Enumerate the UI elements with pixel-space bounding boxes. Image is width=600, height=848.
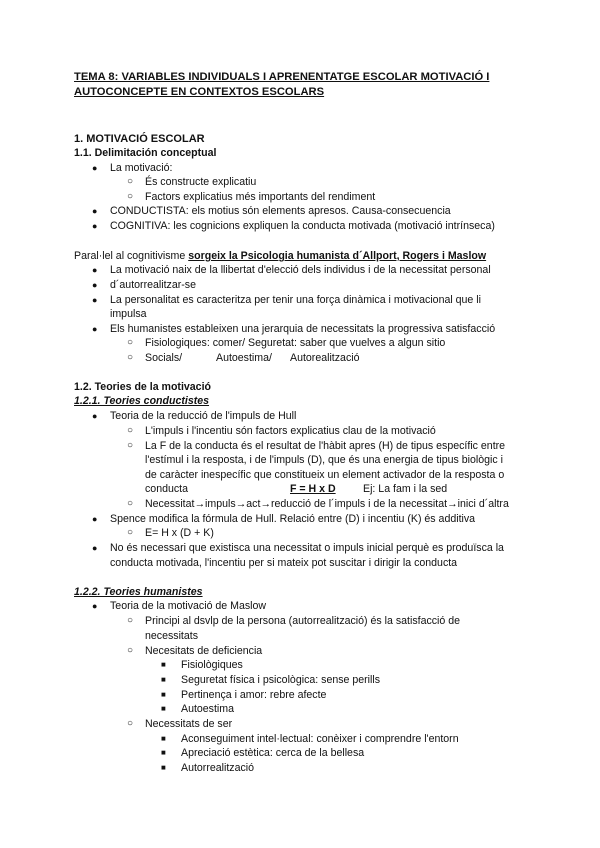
list-item: L'impuls i l'incentiu són factors explicatius clau de la motivació bbox=[145, 425, 436, 437]
list-item: Spence modifica la fórmula de Hull. Relació entre (D) i incentiu (K) és additiva bbox=[110, 513, 476, 525]
bullet-dot-icon: ● bbox=[92, 543, 98, 553]
bullet-dot-icon: ● bbox=[92, 411, 98, 421]
list-item: Apreciació estètica: cerca de la bellesa bbox=[181, 747, 365, 759]
list-item: COGNITIVA: les cognicions expliquen la conducta motivada (motivació intrínseca) bbox=[110, 220, 495, 232]
bullet-circle-icon: ○ bbox=[127, 337, 134, 348]
document-title: TEMA 8: VARIABLES INDIVIDUALS I APRENENTATGE ESCOLAR MOTIVACIÓ I AUTOCONCEPTE EN CONTEXTOS ESCOLARS bbox=[74, 71, 490, 98]
list-item: Factors explicatius més importants del rendiment bbox=[145, 191, 376, 203]
bullet-dot-icon: ● bbox=[92, 206, 98, 216]
list-item: Autorrealització bbox=[181, 762, 255, 774]
list-item: Pertinença i amor: rebre afecte bbox=[181, 689, 327, 701]
bullet-square-icon: ■ bbox=[161, 704, 166, 713]
list-item: La motivació: bbox=[110, 162, 173, 174]
list-item: Necessitat→impuls→act→reducció de l´impuls i de la necessitat→inici d´altra bbox=[145, 498, 509, 510]
list-item: d´autorrealitzar-se bbox=[110, 279, 196, 291]
bullet-circle-icon: ○ bbox=[127, 440, 134, 451]
list-item-continuation: conducta motivada, l'incentiu per si mateix pot suscitar i dirigir la conducta bbox=[110, 557, 458, 569]
list-item: Aconseguiment intel·lectual: conèixer i comprendre l'entorn bbox=[181, 733, 459, 745]
list-item: Socials/ bbox=[145, 352, 183, 364]
bullet-circle-icon: ○ bbox=[127, 718, 134, 729]
list-item-continuation: impulsa bbox=[110, 308, 147, 320]
bullet-circle-icon: ○ bbox=[127, 615, 134, 626]
bullet-circle-icon: ○ bbox=[127, 498, 134, 509]
list-item-continuation: necessitats bbox=[145, 630, 198, 642]
list-item-continuation: l'estímul i la resposta, i de l'impuls (D), que és una energia de tipus biològic i bbox=[145, 454, 503, 466]
list-item: Els humanistes estableixen una jerarquia de necessitats la progressiva satisfacció bbox=[110, 323, 496, 335]
list-item: Necesitats de deficiencia bbox=[145, 645, 263, 657]
list-item-continuation: conducta bbox=[145, 483, 188, 495]
bullet-circle-icon: ○ bbox=[127, 645, 134, 656]
list-item: Fisiològiques bbox=[181, 659, 243, 671]
list-item: E= H x (D + K) bbox=[145, 527, 214, 539]
list-item: Autorealització bbox=[290, 352, 360, 364]
bullet-dot-icon: ● bbox=[92, 514, 98, 524]
bullet-dot-icon: ● bbox=[92, 601, 98, 611]
bullet-dot-icon: ● bbox=[92, 265, 98, 275]
bullet-square-icon: ■ bbox=[161, 734, 166, 743]
bullet-circle-icon: ○ bbox=[127, 191, 134, 202]
bullet-square-icon: ■ bbox=[161, 748, 166, 757]
paragraph-text: Paral·lel al cognitivisme bbox=[74, 250, 189, 262]
subsection-heading-1-1: 1.1. Delimitación conceptual bbox=[74, 147, 217, 159]
bullet-circle-icon: ○ bbox=[127, 176, 134, 187]
bullet-dot-icon: ● bbox=[92, 221, 98, 231]
bullet-square-icon: ■ bbox=[161, 690, 166, 699]
list-item: Seguretat física i psicològica: sense perills bbox=[181, 674, 381, 686]
bullet-circle-icon: ○ bbox=[127, 352, 134, 363]
subsection-heading-1-2-2: 1.2.2. Teories humanistes bbox=[74, 586, 203, 598]
list-item: Necessitats de ser bbox=[145, 718, 233, 730]
bullet-circle-icon: ○ bbox=[127, 527, 134, 538]
list-item: Principi al dsvlp de la persona (autorrealització) és la satisfacció de bbox=[145, 615, 461, 627]
formula-hull: F = H x D bbox=[290, 483, 336, 495]
list-item-continuation: de caràcter inespecífic que constitueix un element activador de la resposta o bbox=[145, 469, 505, 481]
list-item: No és necessari que existisca una necessitat o impuls inicial perquè es produïsca la bbox=[110, 542, 504, 554]
bullet-dot-icon: ● bbox=[92, 163, 98, 173]
bullet-circle-icon: ○ bbox=[127, 425, 134, 436]
paragraph-emphasis: sorgeix la Psicologia humanista d´Allport, Rogers i Maslow bbox=[188, 250, 487, 262]
list-item: La motivació naix de la llibertat d'elecció dels individus i de la necessitat personal bbox=[110, 264, 491, 276]
subsection-heading-1-2-1: 1.2.1. Teories conductistes bbox=[74, 395, 210, 407]
list-item: Autoestima bbox=[181, 703, 234, 715]
bullet-square-icon: ■ bbox=[161, 675, 166, 684]
list-item: La personalitat es caracteritza per tenir una força dinàmica i motivacional que li bbox=[110, 294, 481, 306]
list-item: La F de la conducta és el resultat de l'hàbit apres (H) de tipus específic entre bbox=[145, 440, 506, 452]
list-item: CONDUCTISTA: els motius són elements apresos. Causa-consecuencia bbox=[110, 205, 451, 217]
bullet-square-icon: ■ bbox=[161, 660, 166, 669]
list-item: Autoestima/ bbox=[216, 352, 272, 364]
example-text: Ej: La fam i la sed bbox=[363, 483, 448, 495]
bullet-square-icon: ■ bbox=[161, 763, 166, 772]
list-item: Fisiologiques: comer/ Seguretat: saber que vuelves a algun sitio bbox=[145, 337, 446, 349]
list-item: És constructe explicatiu bbox=[145, 176, 257, 188]
paragraph-humanist bbox=[74, 249, 486, 263]
list-item: Teoria de la motivació de Maslow bbox=[110, 600, 267, 612]
bullet-dot-icon: ● bbox=[92, 295, 98, 305]
bullet-dot-icon: ● bbox=[92, 324, 98, 334]
bullet-dot-icon: ● bbox=[92, 280, 98, 290]
section-heading-1: 1. MOTIVACIÓ ESCOLAR bbox=[74, 133, 205, 145]
list-item: Teoria de la reducció de l'impuls de Hull bbox=[110, 410, 297, 422]
subsection-heading-1-2: 1.2. Teories de la motivació bbox=[74, 381, 211, 393]
